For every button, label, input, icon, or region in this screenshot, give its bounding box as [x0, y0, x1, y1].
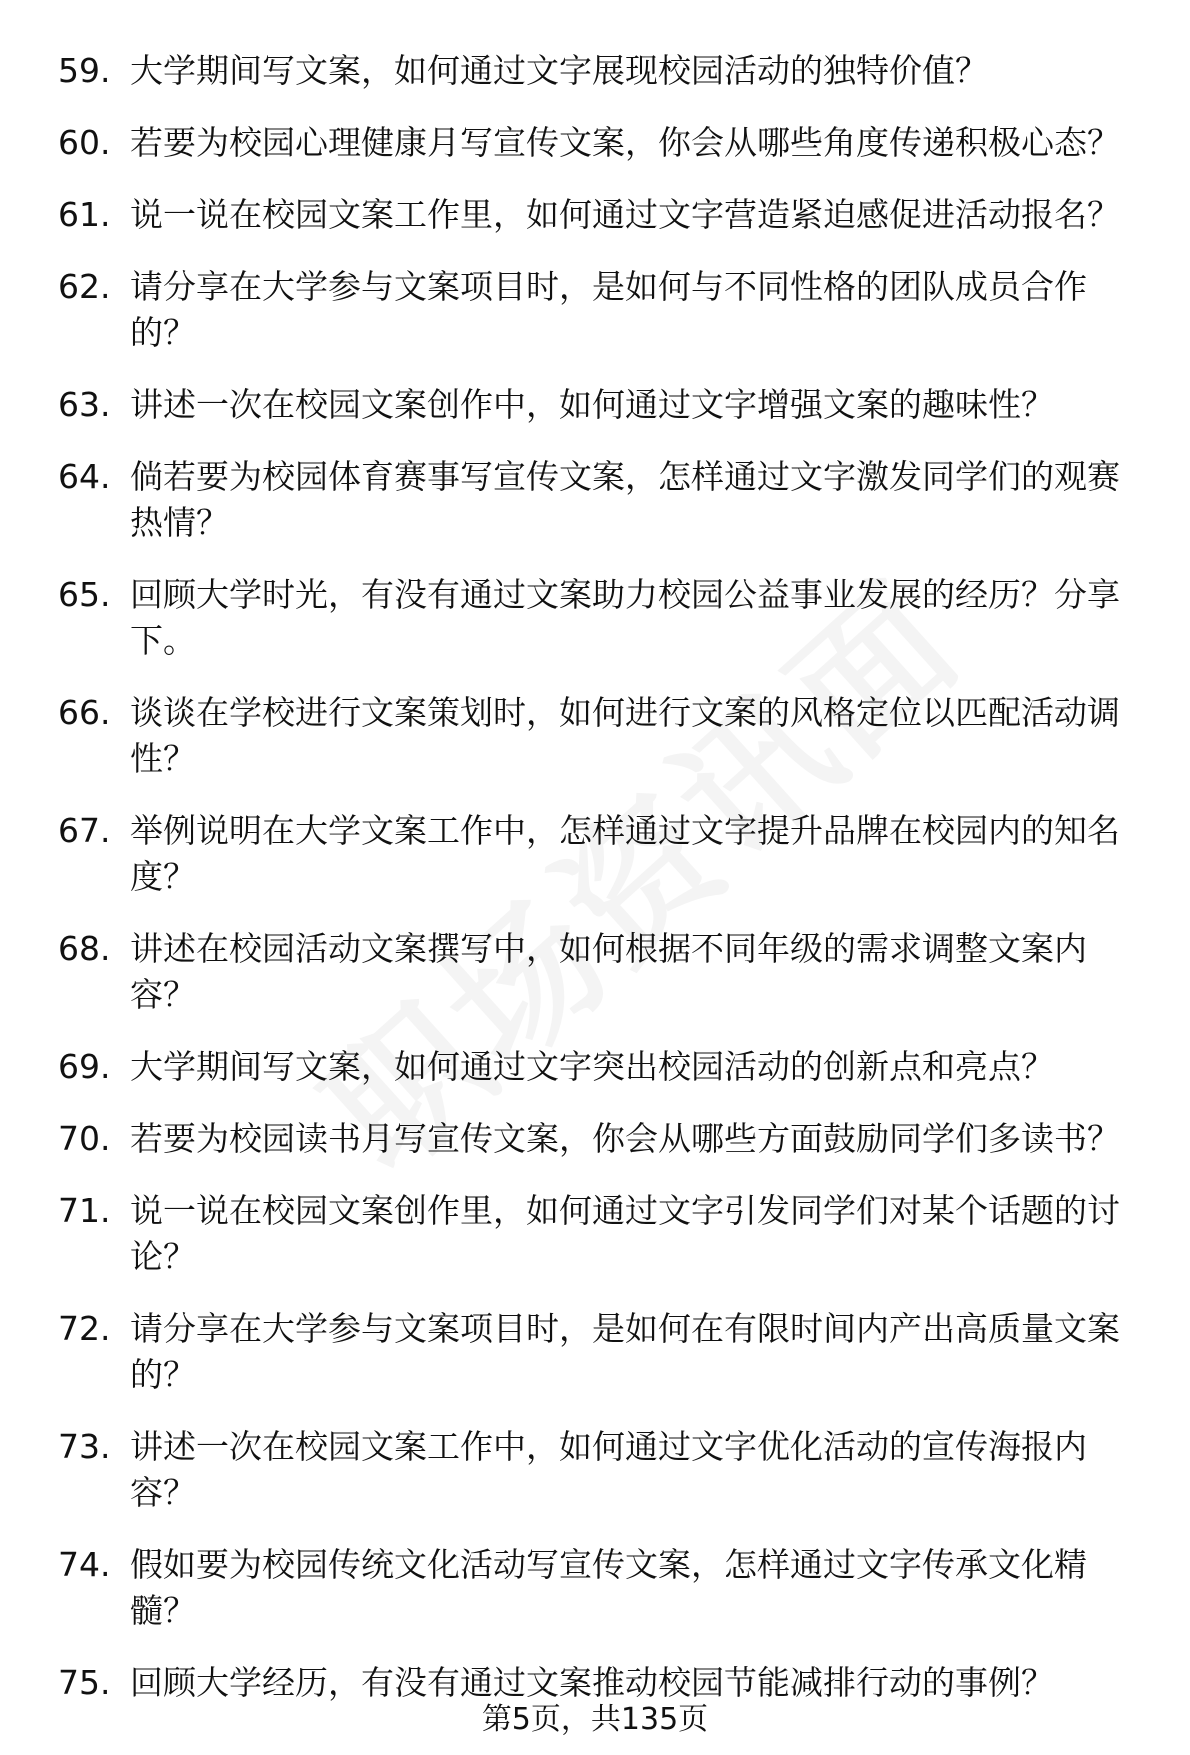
question-number: 61. — [58, 195, 111, 234]
question-text: 大学期间写文案，如何通过文字突出校园活动的创新点和亮点？ — [130, 1047, 1054, 1086]
list-item — [58, 120, 1148, 166]
list-item — [58, 1116, 1148, 1162]
list-item — [58, 454, 1148, 546]
question-number: 71. — [58, 1191, 111, 1230]
question-number: 65. — [58, 575, 111, 614]
list-item — [58, 1044, 1148, 1090]
question-text: 说一说在校园文案创作里，如何通过文字引发同学们对某个话题的讨论？ — [130, 1191, 1120, 1276]
question-number: 60. — [58, 123, 111, 162]
list-item — [58, 1188, 1148, 1280]
question-text: 若要为校园读书月写宣传文案，你会从哪些方面鼓励同学们多读书？ — [130, 1119, 1120, 1158]
question-text: 回顾大学时光，有没有通过文案助力校园公益事业发展的经历？分享下。 — [130, 575, 1120, 660]
question-number: 69. — [58, 1047, 111, 1086]
list-item — [58, 48, 1148, 94]
question-text: 倘若要为校园体育赛事写宣传文案，怎样通过文字激发同学们的观赛热情？ — [130, 457, 1120, 542]
question-text: 若要为校园心理健康月写宣传文案，你会从哪些角度传递积极心态？ — [130, 123, 1120, 162]
question-number: 75. — [58, 1663, 111, 1702]
list-item — [58, 1306, 1148, 1398]
question-text: 讲述一次在校园文案创作中，如何通过文字增强文案的趣味性？ — [130, 385, 1054, 424]
question-text: 讲述在校园活动文案撰写中，如何根据不同年级的需求调整文案内容？ — [130, 929, 1087, 1014]
question-text: 举例说明在大学文案工作中，怎样通过文字提升品牌在校园内的知名度？ — [130, 811, 1120, 896]
page-footer: 第5页，共135页 — [481, 1702, 709, 1737]
question-number: 72. — [58, 1309, 111, 1348]
question-number: 73. — [58, 1427, 111, 1466]
question-text: 假如要为校园传统文化活动写宣传文案，怎样通过文字传承文化精髓？ — [130, 1545, 1087, 1630]
list-item — [58, 690, 1148, 782]
question-number: 66. — [58, 693, 111, 732]
question-number: 74. — [58, 1545, 111, 1584]
question-number: 59. — [58, 51, 111, 90]
list-item — [58, 926, 1148, 1018]
question-list — [58, 48, 1148, 1732]
list-item — [58, 192, 1148, 238]
question-number: 63. — [58, 385, 111, 424]
question-number: 67. — [58, 811, 111, 850]
question-number: 62. — [58, 267, 111, 306]
question-text: 大学期间写文案，如何通过文字展现校园活动的独特价值？ — [130, 51, 988, 90]
question-text: 说一说在校园文案工作里，如何通过文字营造紧迫感促进活动报名？ — [130, 195, 1120, 234]
list-item — [58, 572, 1148, 664]
question-text: 讲述一次在校园文案工作中，如何通过文字优化活动的宣传海报内容？ — [130, 1427, 1087, 1512]
question-text: 请分享在大学参与文案项目时，是如何在有限时间内产出高质量文案的？ — [130, 1309, 1120, 1394]
question-number: 70. — [58, 1119, 111, 1158]
list-item — [58, 1424, 1148, 1516]
question-text: 谈谈在学校进行文案策划时，如何进行文案的风格定位以匹配活动调性？ — [130, 693, 1120, 778]
question-text: 请分享在大学参与文案项目时，是如何与不同性格的团队成员合作的？ — [130, 267, 1087, 352]
question-text: 回顾大学经历，有没有通过文案推动校园节能减排行动的事例？ — [130, 1663, 1054, 1702]
question-number: 68. — [58, 929, 111, 968]
list-item — [58, 1542, 1148, 1634]
list-item — [58, 382, 1148, 428]
list-item — [58, 808, 1148, 900]
question-number: 64. — [58, 457, 111, 496]
list-item — [58, 264, 1148, 356]
